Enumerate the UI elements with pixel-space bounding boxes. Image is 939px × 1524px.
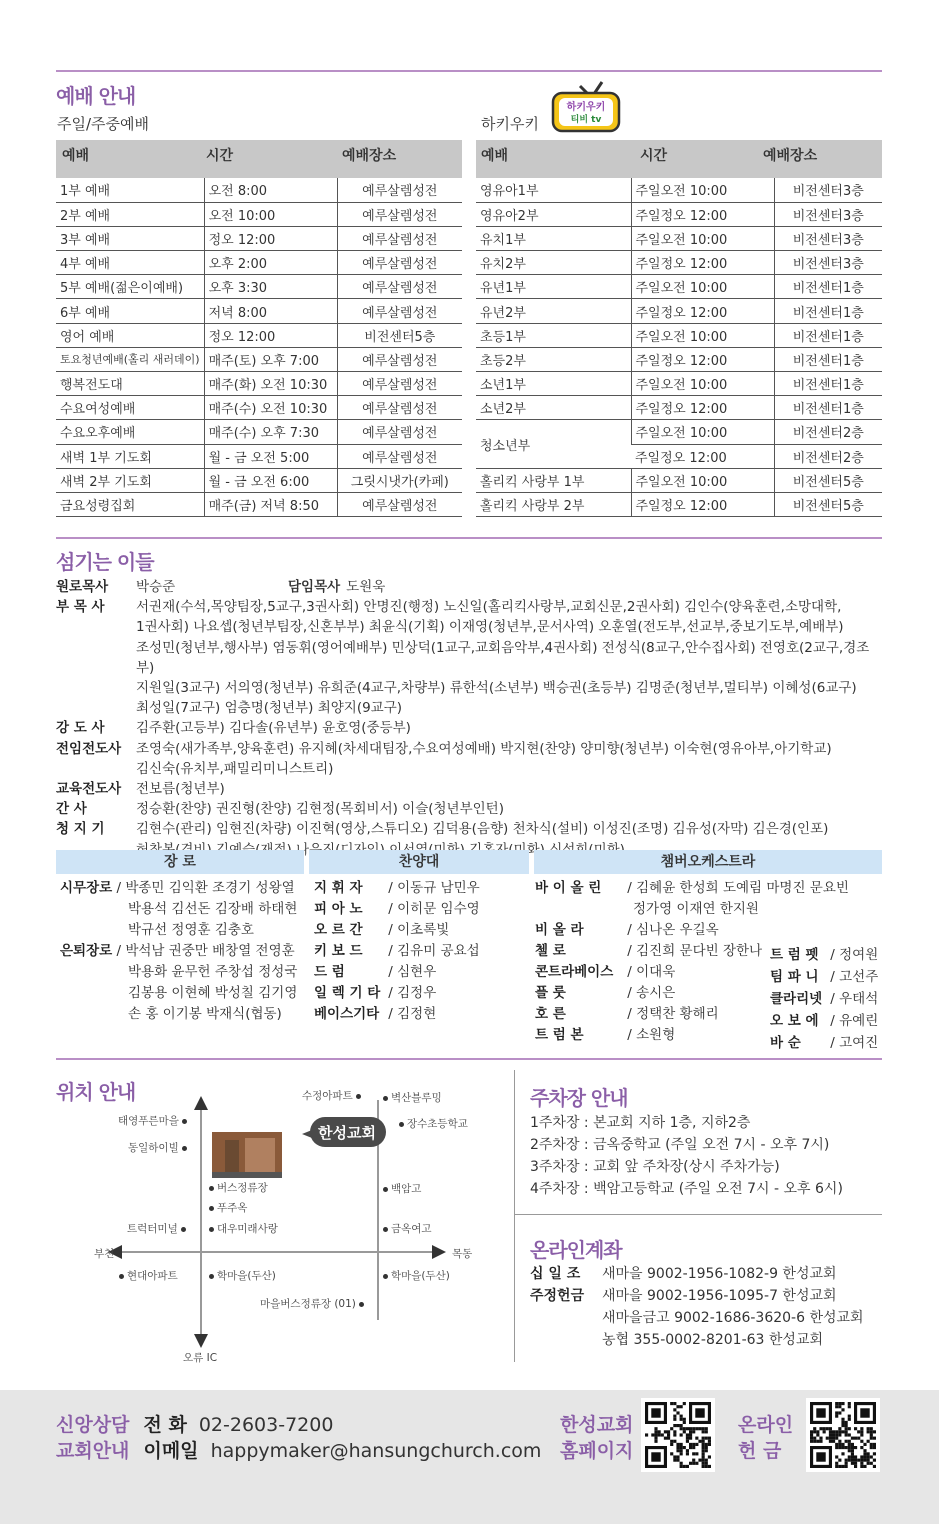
service-name: 새벽 2부 기도회	[56, 468, 204, 492]
elders-header: 장 로	[56, 850, 304, 874]
account-list	[530, 1263, 864, 1351]
choir-members: 이히문 임수영	[397, 901, 480, 917]
service-name: 유년1부	[476, 275, 631, 299]
service-time: 매주(금) 저녁 8:50	[204, 492, 337, 516]
service-place: 예루살렘성전	[337, 420, 462, 444]
instrument: 바 순	[770, 1035, 801, 1051]
retired-pastor-label: 원로목사	[56, 579, 109, 595]
staff-rule	[56, 537, 882, 539]
service-name: 행복전도대	[56, 372, 204, 396]
orchestra-row: 팀 파 니 / 고선주	[770, 966, 878, 988]
orchestra-row: 첼 로 / 김진희 문다빈 장한나	[535, 941, 849, 962]
schedule-row	[476, 275, 882, 299]
choir-row: 드 럼 / 심현우	[314, 962, 480, 983]
staff-role-label: 부 목 사	[56, 599, 105, 616]
service-place: 비전센터5층	[774, 492, 882, 516]
schedule-row	[56, 492, 462, 516]
schedule-row	[56, 275, 462, 299]
service-name: 홀리킥 사랑부 2부	[476, 492, 631, 516]
service-time: 매주(수) 오전 10:30	[204, 396, 337, 420]
map-label-oryu: 오류 IC	[183, 1352, 218, 1364]
schedule-row	[476, 299, 882, 323]
instrument: 오 보 에	[770, 1013, 819, 1029]
service-time: 정오 12:00	[204, 323, 337, 347]
service-time: 오전 8:00	[204, 178, 337, 202]
map-title: 위치 안내	[56, 1080, 136, 1104]
service-place: 예루살렘성전	[337, 396, 462, 420]
svg-text:티비 tv: 티비 tv	[570, 115, 602, 125]
service-name: 2부 예배	[56, 202, 204, 226]
service-name: 영유아2부	[476, 202, 631, 226]
worship-title: 예배 안내	[56, 84, 136, 108]
service-place: 예루살렘성전	[337, 492, 462, 516]
service-time: 주일오전 10:00	[631, 372, 774, 396]
service-name: 3부 예배	[56, 226, 204, 250]
schedule-row	[476, 323, 882, 347]
instrument: 호 른	[535, 1006, 566, 1022]
service-time: 주일오전 10:00	[631, 226, 774, 250]
service-name: 초등1부	[476, 323, 631, 347]
account-number[interactable]: 농협 355-0002-8201-63 한성교회	[602, 1332, 823, 1348]
schedule-row	[476, 420, 882, 444]
service-time: 주일정오 12:00	[631, 396, 774, 420]
service-place: 예루살렘성전	[337, 372, 462, 396]
map-label-pujuok: 푸주옥	[206, 1200, 247, 1215]
service-place: 예루살렘성전	[337, 347, 462, 371]
service-place: 비전센터1층	[774, 372, 882, 396]
homepage-label: 한성교회 홈페이지	[560, 1414, 634, 1462]
players: 정가영 이재연 한지원	[633, 901, 759, 917]
service-time: 월 - 금 오전 6:00	[204, 468, 337, 492]
orchestra-row: 클라리넷 / 우태석	[770, 988, 878, 1010]
service-place: 예루살렘성전	[337, 178, 462, 202]
online-offering-label: 온라인 헌 금	[738, 1414, 794, 1462]
instrument: 비 올 라	[535, 922, 584, 938]
account-row	[530, 1329, 864, 1351]
orchestra-row: 오 보 에 / 유예린	[770, 1010, 878, 1032]
orchestra-row: 콘트라베이스 / 이대욱	[535, 962, 849, 983]
schedule-row	[56, 347, 462, 371]
info-label: 교회안내	[56, 1440, 130, 1462]
service-place: 예루살렘성전	[337, 299, 462, 323]
service-name: 초등2부	[476, 347, 631, 371]
staff-names-line: 조영숙(새가족부,양육훈련) 유지혜(차세대팀장,수요여성예배) 박지현(찬양) 양미향(청년부) 이숙현(영유아부,아기학교)	[136, 740, 832, 757]
staff-names	[136, 779, 876, 799]
service-time: 매주(토) 오후 7:00	[204, 347, 337, 371]
staff-title: 섬기는 이들	[56, 550, 154, 574]
worship-left-subtitle: 주일/주중예배	[57, 115, 149, 133]
service-place: 비전센터3층	[774, 251, 882, 275]
instrument: 바 이 올 린	[535, 880, 602, 896]
service-name: 홀리킥 사랑부 1부	[476, 468, 631, 492]
elders-list: 시무장로 / 박종민 김익환 조경기 성왕열 박용석 김선돈 김장배 하태현 박규선 정영훈 김충호 은퇴장로 / 박석남 권중만 배창열 전영훈 박용화 윤무헌 주창섭 정성국 김봉용 이현혜 박성칠 김기영 손 홍 이기봉 박재식(협동)	[60, 880, 298, 1022]
instrument: 콘트라베이스	[535, 964, 614, 980]
orchestra-row: 트 럼 펫 / 정여원	[770, 944, 878, 966]
staff-names	[136, 597, 876, 718]
map-label-dongil: 동일하이빌	[128, 1140, 190, 1155]
service-time: 오전 10:00	[204, 202, 337, 226]
orchestra-row	[535, 899, 849, 920]
schedule-row	[56, 468, 462, 492]
service-name: 4부 예배	[56, 251, 204, 275]
map-label-baekam: 백암고	[380, 1181, 421, 1196]
account-number[interactable]: 새마을금고 9002-1686-3620-6 한성교회	[602, 1310, 864, 1326]
map-label-suyeong: 수정아파트	[302, 1088, 364, 1103]
players: 이대욱	[636, 964, 676, 980]
header-time: 시간	[640, 148, 668, 164]
service-name: 영유아1부	[476, 178, 631, 202]
parking-list: 1주차장 : 본교회 지하 1층, 지하2층 2주차장 : 금옥중학교 (주일 오전 7시 - 오후 7시) 3주차장 : 교회 앞 주차장(상시 주차가능) 4주차장 : 백암고등학교 (주일 오전 7시 - 오후 6시)	[530, 1115, 843, 1197]
footer	[0, 1390, 939, 1524]
map-label-hyundai: 현대아파트	[116, 1268, 178, 1283]
service-name: 청소년부	[476, 420, 631, 468]
account-row	[530, 1307, 864, 1329]
consult-label: 신앙상담	[56, 1414, 130, 1436]
header-place: 예배장소	[342, 148, 397, 164]
choir-members: 이초록빛	[397, 922, 450, 938]
service-name: 소년1부	[476, 372, 631, 396]
service-name: 금요성령집회	[56, 492, 204, 516]
header-service: 예배	[481, 148, 509, 164]
senior-pastor-name: 도원욱	[346, 579, 386, 595]
schedule-row	[56, 444, 462, 468]
service-time: 매주(화) 오전 10:30	[204, 372, 337, 396]
players: 유예린	[839, 1013, 879, 1029]
players: 우태석	[839, 991, 879, 1007]
service-name: 1부 예배	[56, 178, 204, 202]
choir-row: 베이스기타 / 김정현	[314, 1004, 480, 1025]
schedule-row	[476, 372, 882, 396]
staff-row	[56, 799, 876, 819]
schedule-row	[476, 226, 882, 250]
staff-role-label: 강 도 사	[56, 720, 105, 737]
online-offering-qr-code[interactable]	[806, 1398, 880, 1472]
players: 고선주	[839, 969, 879, 985]
instrument: 트 럼 펫	[770, 947, 819, 963]
schedule-row	[56, 420, 462, 444]
schedule-row	[56, 178, 462, 202]
schedule-row	[56, 226, 462, 250]
account-title: 온라인계좌	[530, 1238, 622, 1262]
staff-names-line: 전보름(청년부)	[136, 781, 225, 798]
choir-row: 지 휘 자 / 이동규 남민우	[314, 878, 480, 899]
account-type: 십 일 조	[530, 1266, 581, 1282]
service-place: 비전센터1층	[774, 299, 882, 323]
service-time: 오후 2:00	[204, 251, 337, 275]
schedule-row	[56, 202, 462, 226]
staff-list	[56, 577, 876, 860]
service-place: 예루살렘성전	[337, 275, 462, 299]
players: 김혜윤 한성희 도예림 마명진 문요빈	[636, 880, 849, 896]
service-time: 매주(수) 오후 7:30	[204, 420, 337, 444]
staff-names-line: 서권재(수석,목양팀장,5교구,3권사회) 안명진(행정) 노신일(홀리킥사랑부,교회신문,2권사회) 김인수(양육훈련,소망대학,	[136, 599, 842, 616]
service-name: 토요청년예배(홀리 새러데이)	[56, 347, 204, 371]
service-name: 새벽 1부 기도회	[56, 444, 204, 468]
map-label-bucheon: 부천	[94, 1248, 115, 1260]
staff-names-line: 조성민(청년부,행사부) 염동휘(영어예배부) 민상덕(1교구,교회음악부,4권사회) 전성식(8교구,안수집사회) 전영호(2교구,경조부)	[136, 639, 870, 676]
service-time: 주일오전 10:00	[631, 275, 774, 299]
players: 고여진	[839, 1035, 879, 1051]
orchestra-row: 플 룻 / 송시은	[535, 983, 849, 1004]
choir-row: 피 아 노 / 이히문 임수영	[314, 899, 480, 920]
schedule-row	[476, 178, 882, 202]
choir-members: 이동규 남민우	[397, 880, 480, 896]
instrument: 클라리넷	[770, 991, 823, 1007]
worship-left-table	[56, 178, 462, 517]
players: 심나온 우길옥	[636, 922, 719, 938]
service-place: 비전센터3층	[774, 178, 882, 202]
players: 정여원	[839, 947, 879, 963]
orchestra-row: 비 올 라 / 심나온 우길옥	[535, 920, 849, 941]
worship-right-subtitle: 하키우키	[481, 115, 539, 133]
staff-names-line: 김현수(관리) 임현진(차량) 이진혁(영상,스튜디오) 김덕용(음향) 천차식(설비) 이성진(조명) 김유성(자막) 김은경(인포)	[136, 821, 829, 838]
header-place: 예배장소	[763, 148, 818, 164]
service-place: 예루살렘성전	[337, 444, 462, 468]
service-time: 주일정오 12:00	[631, 347, 774, 371]
service-place: 비전센터1층	[774, 347, 882, 371]
service-place: 비전센터3층	[774, 202, 882, 226]
staff-names-line: 최성일(7교구) 엄층명(청년부) 최양지(9교구)	[136, 700, 403, 717]
schedule-row	[56, 251, 462, 275]
retired-pastor-name: 박승준	[136, 579, 176, 595]
header-service: 예배	[62, 148, 90, 164]
service-name: 유치1부	[476, 226, 631, 250]
players: 김진희 문다빈 장한나	[636, 943, 763, 959]
service-time: 주일정오 12:00	[631, 251, 774, 275]
top-rule	[56, 70, 882, 72]
players: 소원형	[636, 1027, 676, 1043]
choir-role: 오 르 간	[314, 922, 363, 938]
retired-elders-label: 은퇴장로	[60, 943, 113, 959]
instrument: 트 럼 본	[535, 1027, 584, 1043]
account-row	[530, 1285, 864, 1307]
account-number[interactable]: 새마을 9002-1956-1095-7 한성교회	[602, 1288, 837, 1304]
schedule-row	[476, 251, 882, 275]
map-label-village-bus: 마을버스정류장 (01)	[260, 1296, 367, 1311]
service-name: 유년2부	[476, 299, 631, 323]
staff-names-line: 김신숙(유치부,패밀리미니스트리)	[136, 760, 334, 777]
schedule-row	[56, 396, 462, 420]
map-rule	[56, 1058, 882, 1060]
service-time: 주일정오 12:00	[631, 492, 774, 516]
footer-contact	[56, 1412, 541, 1464]
map-label-mokdong: 목동	[452, 1248, 473, 1260]
staff-row	[56, 779, 876, 799]
schedule-row	[56, 299, 462, 323]
map-label-bus-stop: 버스정류장	[206, 1180, 268, 1195]
map-label-hakmaeul-left: 학마을(두산)	[206, 1268, 276, 1283]
service-place: 비전센터1층	[774, 275, 882, 299]
orchestra-row: 바 이 올 린 / 김혜윤 한성희 도예림 마명진 문요빈	[535, 878, 849, 899]
service-place: 비전센터1층	[774, 323, 882, 347]
church-marker-label: 한성교회	[318, 1124, 376, 1142]
map-label-daewoo: 대우미래사랑	[206, 1221, 278, 1236]
map-divider	[514, 1070, 515, 1362]
orchestra-row: 호 른 / 정택찬 황해리	[535, 1004, 849, 1025]
choir-role: 드 럼	[314, 964, 345, 980]
service-time: 월 - 금 오전 5:00	[204, 444, 337, 468]
service-name: 수요오후예배	[56, 420, 204, 444]
orchestra-list-right	[770, 944, 878, 1054]
choir-role: 키 보 드	[314, 943, 363, 959]
service-time: 오후 3:30	[204, 275, 337, 299]
service-place: 예루살렘성전	[337, 226, 462, 250]
worship-right-table	[476, 178, 882, 517]
schedule-row	[476, 202, 882, 226]
email-label: 이메일	[143, 1440, 199, 1462]
account-number[interactable]: 새마을 9002-1956-1082-9 한성교회	[602, 1266, 837, 1282]
service-time: 주일정오 12:00	[631, 299, 774, 323]
account-row	[530, 1263, 864, 1285]
parking-account-divider	[514, 1214, 882, 1215]
service-place: 비전센터2층	[774, 420, 882, 444]
orchestra-row: 바 순 / 고여진	[770, 1032, 878, 1054]
service-time: 주일정오 12:00	[631, 444, 774, 468]
homepage-qr-code[interactable]	[641, 1398, 715, 1472]
staff-row	[56, 718, 876, 738]
service-place: 비전센터1층	[774, 396, 882, 420]
staff-names	[136, 739, 876, 779]
staff-names-line: 지원일(3교구) 서의영(청년부) 유희준(4교구,차량부) 류한석(소년부) 백승권(초등부) 김명준(청년부,멀티부) 이혜성(6교구)	[136, 680, 857, 697]
staff-role-label: 청 지 기	[56, 821, 105, 838]
account-type: 주정헌금	[530, 1288, 585, 1304]
map-label-truck: 트럭터미널	[127, 1221, 189, 1236]
instrument: 팀 파 니	[770, 969, 819, 985]
map-label-geumok: 금옥여고	[380, 1221, 432, 1236]
choir-row: 일 렉 기 타 / 김정우	[314, 983, 480, 1004]
map-label-hakmaeul-right: 학마을(두산)	[380, 1268, 450, 1283]
map-label-byeoksan: 벽산블루밍	[380, 1090, 442, 1105]
choir-members: 김정우	[397, 985, 437, 1001]
parking-title: 주차장 안내	[530, 1086, 628, 1110]
staff-names	[136, 799, 876, 819]
choir-list	[314, 878, 480, 1025]
service-time: 저녁 8:00	[204, 299, 337, 323]
staff-names	[136, 718, 876, 738]
senior-pastor-label: 담임목사	[288, 579, 341, 595]
service-name: 소년2부	[476, 396, 631, 420]
service-name: 유치2부	[476, 251, 631, 275]
worship-left-header	[56, 140, 462, 178]
service-place: 예루살렘성전	[337, 251, 462, 275]
choir-role: 일 렉 기 타	[314, 985, 381, 1001]
players: 송시은	[636, 985, 676, 1001]
staff-names-line: 1권사회) 나요셉(청년부팀장,신혼부부) 최윤식(기획) 이재영(청년부,문서사역) 오훈열(전도부,선교부,중보기도부,예배부)	[136, 619, 844, 636]
service-time: 주일오전 10:00	[631, 468, 774, 492]
choir-members: 김유미 공요섭	[397, 943, 480, 959]
service-place: 비전센터5층	[774, 468, 882, 492]
service-place: 비전센터2층	[774, 444, 882, 468]
worship-right-header	[476, 140, 882, 178]
map-label-jangsu: 장수초등학교	[396, 1116, 468, 1131]
choir-members: 김정현	[397, 1006, 437, 1022]
choir-role: 베이스기타	[314, 1006, 380, 1022]
service-time: 정오 12:00	[204, 226, 337, 250]
instrument: 첼 로	[535, 943, 566, 959]
service-name: 영어 예배	[56, 323, 204, 347]
email-address[interactable]: happymaker@hansungchurch.com	[210, 1440, 542, 1462]
choir-members: 심현우	[397, 964, 437, 980]
schedule-row	[476, 492, 882, 516]
choir-row: 오 르 간 / 이초록빛	[314, 920, 480, 941]
service-place: 예루살렘성전	[337, 202, 462, 226]
players: 정택찬 황해리	[636, 1006, 719, 1022]
service-place: 비전센터3층	[774, 226, 882, 250]
service-name: 5부 예배(젊은이예배)	[56, 275, 204, 299]
active-elders-label: 시무장로	[60, 880, 113, 896]
staff-row-retired	[56, 577, 876, 597]
schedule-row	[56, 323, 462, 347]
staff-row	[56, 597, 876, 718]
choir-role: 지 휘 자	[314, 880, 363, 896]
orchestra-header: 챔버오케스트라	[534, 850, 882, 874]
service-place: 그릿시냇가(카페)	[337, 468, 462, 492]
service-time: 주일정오 12:00	[631, 202, 774, 226]
staff-role-label: 전임전도사	[56, 740, 122, 757]
service-name: 6부 예배	[56, 299, 204, 323]
schedule-row	[476, 468, 882, 492]
location-map	[80, 1080, 500, 1370]
instrument: 플 룻	[535, 985, 566, 1001]
service-place: 비전센터5층	[337, 323, 462, 347]
schedule-row	[56, 372, 462, 396]
choir-header: 찬양대	[309, 850, 529, 874]
staff-role-label: 간 사	[56, 801, 87, 818]
choir-role: 피 아 노	[314, 901, 363, 917]
map-label-taeyoung: 태영푸른마을	[118, 1113, 190, 1128]
phone-number[interactable]: 02-2603-7200	[198, 1414, 334, 1436]
schedule-row	[476, 396, 882, 420]
phone-label: 전 화	[143, 1414, 187, 1436]
staff-names-line: 정승환(찬양) 권진형(찬양) 김현정(목회비서) 이슬(청년부인턴)	[136, 801, 504, 818]
staff-role-label: 교육전도사	[56, 781, 122, 798]
choir-row: 키 보 드 / 김유미 공요섭	[314, 941, 480, 962]
staff-names-line: 김주환(고등부) 김다솔(유년부) 윤호영(중등부)	[136, 720, 411, 737]
service-name: 수요여성예배	[56, 396, 204, 420]
hakiuki-tv-logo	[550, 80, 622, 135]
staff-row	[56, 739, 876, 779]
orchestra-row: 트 럼 본 / 소원형	[535, 1025, 849, 1046]
schedule-row	[476, 347, 882, 371]
header-time: 시간	[206, 148, 234, 164]
service-time: 주일오전 10:00	[631, 178, 774, 202]
svg-text:하키우키: 하키우키	[566, 102, 606, 113]
service-time: 주일오전 10:00	[631, 420, 774, 444]
service-time: 주일오전 10:00	[631, 323, 774, 347]
